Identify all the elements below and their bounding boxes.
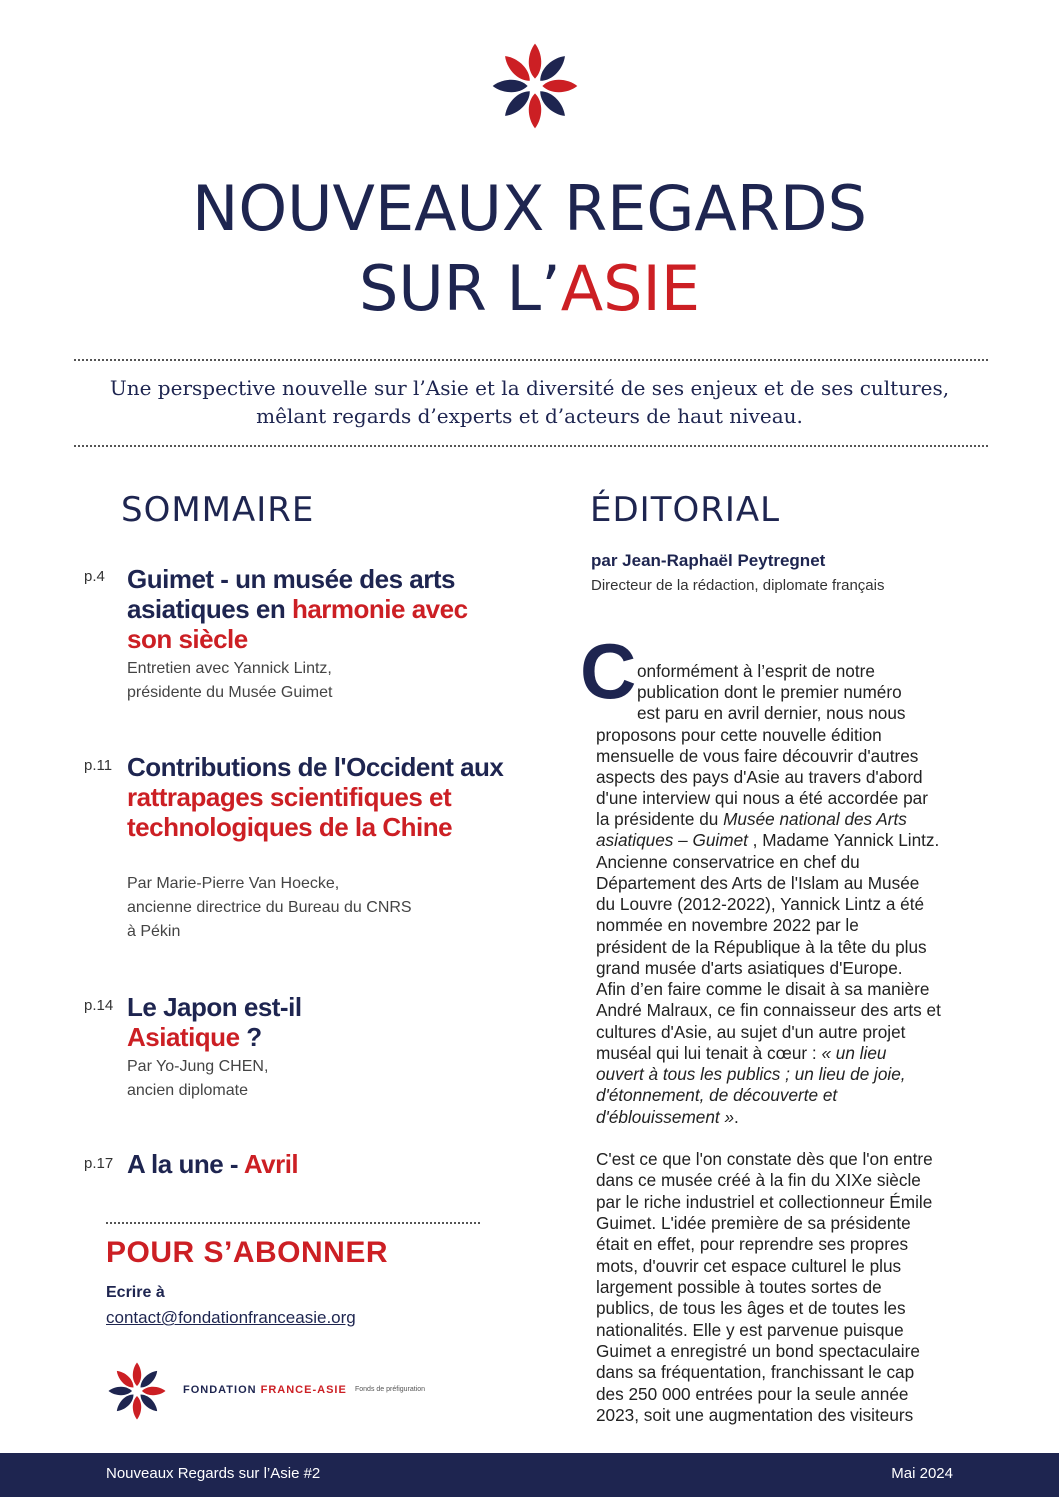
editorial-line: mensuelle de vous faire découvrir d'autres [596, 746, 919, 766]
editorial-line: grand musée d'arts asiatiques d'Europe. [596, 958, 903, 978]
entry-title-highlight: rattrapages scientifiques et technologiques de la Chine [127, 782, 453, 842]
entry-title-highlight: Asiatique [127, 1022, 240, 1052]
editorial-line: cultures d'Asie, au sujet d'un autre projet [596, 1022, 906, 1042]
editorial-author-role: Directeur de la rédaction, diplomate français [591, 577, 885, 594]
entry-author [127, 872, 507, 944]
entry-title-main: Guimet - un musée des arts asiatiques en [127, 564, 455, 624]
editorial-line [596, 830, 939, 851]
editorial-text: muséal qui lui tenait à cœur : [596, 1043, 822, 1063]
footer-bar [0, 1453, 1059, 1497]
editorial-quote: d'étonnement, de découverte et [596, 1085, 838, 1105]
logo-petal [114, 1368, 137, 1391]
sommaire-heading: SOMMAIRE [121, 490, 315, 530]
logo-petal [536, 87, 570, 121]
entry-page-number: p.11 [84, 757, 113, 774]
editorial-quote: « un lieu [821, 1043, 887, 1063]
entry-author-line: ancienne directrice du Bureau du CNRS [127, 899, 412, 916]
editorial-line: d'une interview qui nous a été accordée par [596, 788, 928, 808]
editorial-line: du Louvre (2012-2022), Yannick Lintz a été [596, 894, 925, 914]
entry-author-line: Par Yo-Jung CHEN, [127, 1058, 269, 1075]
editorial-byline: par Jean-Raphaël Peytregnet [591, 551, 826, 570]
tagline-line1: Une perspective nouvelle sur l’Asie et la diversité de ses enjeux et de ses cultures, [109, 376, 950, 400]
entry-title-end: ? [239, 1022, 262, 1052]
editorial-quote: d'éblouissement » [596, 1107, 735, 1127]
entry-title-highlight: harmonie avec son siècle [127, 594, 468, 654]
editorial-line: onformément à l’esprit de notre [637, 661, 875, 681]
editorial-line: dans ce musée créé à la fin du XIXe siècle [596, 1170, 921, 1190]
foundation-subtitle: Fonds de préfiguration [355, 1386, 426, 1393]
editorial-line: est paru en avril dernier, nous nous [637, 703, 906, 723]
entry-page-number: p.14 [84, 997, 114, 1014]
editorial-line: était en effet, pour reprendre ses propres [596, 1234, 909, 1254]
logo-petal [501, 87, 535, 121]
logo-petal [501, 52, 535, 86]
entry-title-main: A la une - [127, 1149, 244, 1179]
editorial-line: largement possible à toutes sortes de [596, 1277, 882, 1297]
entry-title-main: Le Japon est-il [127, 992, 302, 1022]
entry-author-line: à Pékin [127, 923, 181, 940]
editorial-heading: ÉDITORIAL [590, 490, 781, 530]
editorial-line: Afin d’en faire comme le disait à sa manière [596, 979, 930, 999]
editorial-line [596, 809, 907, 830]
editorial-museum-name: asiatiques – Guimet [596, 830, 748, 850]
editorial-line: 2023, soit une augmentation des visiteurs [596, 1405, 914, 1425]
entry-title[interactable] [127, 752, 507, 842]
divider [74, 445, 988, 447]
logo-petal [529, 93, 541, 128]
subscribe-heading: POUR S’ABONNER [106, 1236, 389, 1269]
editorial-line [596, 1064, 906, 1085]
foundation-name-part1: FONDATION [183, 1384, 261, 1396]
entry-author-line: Par Marie-Pierre Van Hoecke, [127, 875, 340, 892]
logo-petal [536, 52, 570, 86]
editorial-line: Département des Arts de l'Islam au Musée [596, 873, 920, 893]
editorial-line: publication dont le premier numéro [637, 682, 902, 702]
logo-petal [114, 1392, 137, 1415]
editorial-line [596, 1043, 886, 1064]
subscribe-write-label: Ecrire à [106, 1284, 165, 1301]
logo-petal [108, 1387, 132, 1395]
editorial-line: Guimet a enregistré un bond spectaculaire [596, 1341, 920, 1361]
entry-author-line: présidente du Musée Guimet [127, 684, 333, 701]
entry-title-highlight: Avril [243, 1149, 299, 1179]
logo-center [529, 80, 542, 93]
tagline [0, 374, 1059, 430]
entry-author-line: ancien diplomate [127, 1082, 248, 1099]
editorial-line: publics, de tous les âges et de toutes les [596, 1298, 906, 1318]
foundation-name-part2: FRANCE-ASIE [260, 1384, 347, 1396]
entry-page-number: p.17 [84, 1155, 114, 1172]
flower-star-logo-icon [489, 40, 581, 132]
subscribe-email-link[interactable]: contact@fondationfranceasie.org [106, 1308, 356, 1327]
divider [106, 1222, 480, 1224]
editorial-line: dans sa fréquentation, franchissant le cap [596, 1362, 915, 1382]
divider [74, 359, 988, 361]
entry-title[interactable] [127, 1149, 507, 1179]
editorial-line: Ancienne conservatrice en chef du [596, 852, 860, 872]
flower-star-logo-icon [106, 1360, 168, 1422]
editorial-line: des 250 000 entrées pour la seule année [596, 1384, 909, 1404]
editorial-line: Guimet. L'idée première de sa présidente [596, 1213, 911, 1233]
editorial-line [596, 1107, 739, 1128]
logo-petal [142, 1387, 166, 1395]
entry-title[interactable] [127, 564, 507, 654]
entry-author-line: Entretien avec Yannick Lintz, [127, 660, 332, 677]
entry-title[interactable] [127, 992, 507, 1052]
editorial-line: mots, d'ouvrir cet espace culturel le plus [596, 1256, 902, 1276]
title-asie: ASIE [560, 252, 700, 325]
editorial-line: aspects des pays d'Asie au travers d'abord [596, 767, 923, 787]
logo-petal [529, 44, 541, 79]
editorial-line: André Malraux, ce fin connaisseur des arts et [596, 1000, 941, 1020]
editorial-quote: ouvert à tous les publics ; un lieu de joie, [596, 1064, 906, 1084]
editorial-line: C'est ce que l'on constate dès que l'on entre [596, 1149, 933, 1169]
logo-petal [493, 80, 528, 92]
page-title-line2 [0, 250, 1059, 328]
editorial-line: nommée en novembre 2022 par le [596, 915, 859, 935]
logo-center [133, 1387, 142, 1396]
logo-petal [133, 1362, 141, 1386]
editorial-line: par le riche industriel et collectionneur Émile [596, 1192, 933, 1212]
entry-author [127, 657, 507, 705]
editorial-dropcap: C [580, 627, 637, 715]
editorial-line [596, 1085, 837, 1106]
logo-petal [133, 1396, 141, 1420]
title-sur: SUR L’ [358, 252, 561, 325]
footer-publication: Nouveaux Regards sur l’Asie #2 [106, 1465, 321, 1482]
footer-date: Mai 2024 [891, 1465, 953, 1482]
editorial-text: la présidente du [596, 809, 724, 829]
entry-page-number: p.4 [84, 568, 105, 585]
tagline-line2: mêlant regards d’experts et d’acteurs de haut niveau. [256, 404, 803, 428]
foundation-name [183, 1384, 347, 1396]
logo-petal [138, 1392, 161, 1415]
logo-petal [542, 80, 577, 92]
entry-title-main: Contributions de l'Occident aux [127, 752, 504, 782]
editorial-text: . [734, 1107, 739, 1127]
logo-petal [138, 1368, 161, 1391]
page-title-line1: NOUVEAUX REGARDS [191, 172, 867, 245]
editorial-museum-name: Musée national des Arts [723, 809, 907, 829]
editorial-line: président de la République à la tête du plus [596, 937, 927, 957]
editorial-line: proposons pour cette nouvelle édition [596, 725, 882, 745]
editorial-line: nationalités. Elle y est parvenue puisque [596, 1320, 904, 1340]
editorial-text: , Madame Yannick Lintz. [747, 830, 940, 850]
entry-author [127, 1055, 507, 1103]
